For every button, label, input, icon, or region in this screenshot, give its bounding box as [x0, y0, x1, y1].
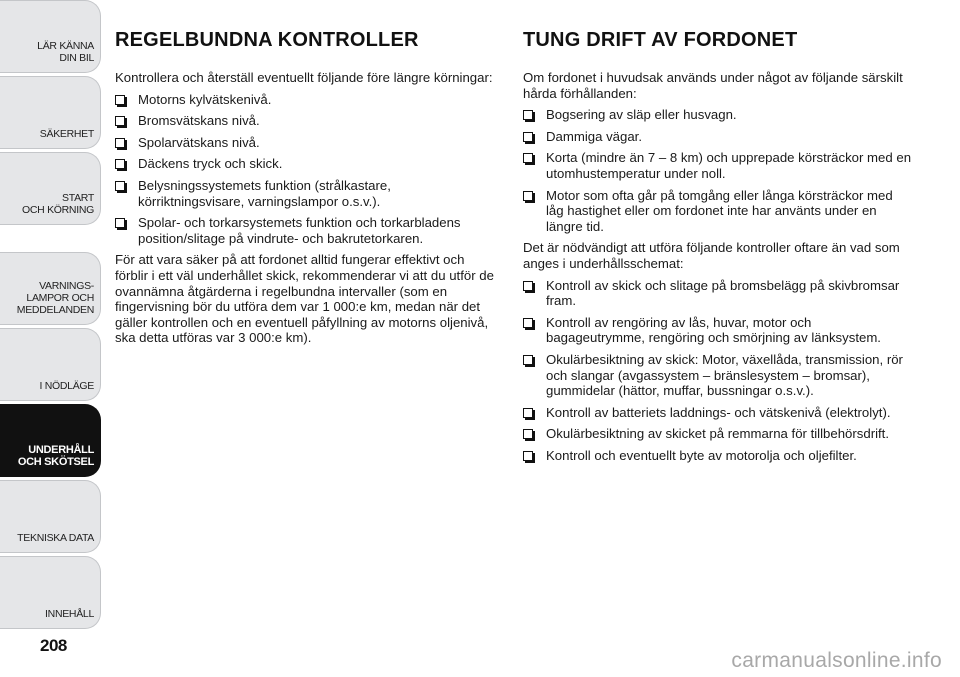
checkbox-icon: [523, 191, 533, 201]
list-item: Däckens tryck och skick.: [115, 156, 498, 172]
list-item: Dammiga vägar.: [523, 129, 913, 145]
checkbox-icon: [523, 110, 533, 120]
watermark: carmanualsonline.info: [731, 649, 942, 672]
list-item: Okulärbesiktning av skicket på remmarna för tillbehörsdrift.: [523, 426, 913, 442]
checkbox-icon: [115, 159, 125, 169]
checkbox-icon: [523, 281, 533, 291]
checkbox-icon: [115, 218, 125, 228]
checkbox-icon: [523, 408, 533, 418]
page-number: 208: [40, 636, 67, 655]
section-title-regelbundna: REGELBUNDNA KONTROLLER: [115, 29, 419, 51]
list-item: Kontroll och eventuellt byte av motorolja och oljefilter.: [523, 448, 913, 464]
checkbox-icon: [115, 116, 125, 126]
list-item: Spolarvätskans nivå.: [115, 135, 498, 151]
chapter-sidebar: [0, 0, 101, 632]
list-item: Kontroll av skick och slitage på bromsbelägg på skivbromsar fram.: [523, 278, 913, 309]
list-item: Okulärbesiktning av skick: Motor, växellåda, transmission, rör och slangar (avgassystem – bränslesystem – bromsar), gummidelar (hättor, muffar, bussningar o.s.v.).: [523, 352, 913, 399]
left-column: [115, 28, 498, 352]
right-intro: Om fordonet i huvudsak används under något av följande särskilt hårda förhållanden:: [523, 70, 903, 101]
checkbox-icon: [523, 451, 533, 461]
tab-innehall[interactable]: INNEHÅLL: [0, 556, 101, 629]
tab-underhall-och-skotsel[interactable]: UNDERHÅLL OCH SKÖTSEL: [0, 404, 101, 477]
list-item: Motorns kylvätskenivå.: [115, 92, 498, 108]
left-intro: Kontrollera och återställ eventuellt följande före längre körningar:: [115, 70, 493, 85]
checkbox-icon: [523, 429, 533, 439]
list-item: Kontroll av rengöring av lås, huvar, motor och bagageutrymme, rengöring och smörjning av länksystem.: [523, 315, 913, 346]
checkbox-icon: [115, 181, 125, 191]
tab-start-och-korning[interactable]: START OCH KÖRNING: [0, 152, 101, 225]
section-title-tung-drift: TUNG DRIFT AV FORDONET: [523, 29, 798, 51]
checkbox-icon: [523, 153, 533, 163]
list-item: Motor som ofta går på tomgång eller långa körsträckor med låg hastighet eller om fordonet inte har använts under en längre tid.: [523, 188, 913, 235]
list-item: Korta (mindre än 7 – 8 km) och upprepade körsträckor med en utomhustemperatur under noll.: [523, 150, 913, 181]
left-checklist: [115, 92, 498, 247]
checkbox-icon: [523, 318, 533, 328]
checkbox-icon: [115, 95, 125, 105]
list-item: Spolar- och torkarsystemets funktion och torkarbladens position/slitage på vindrute- och bakrutetorkaren.: [115, 215, 498, 246]
tab-sakerhet[interactable]: SÄKERHET: [0, 76, 101, 149]
right-column: [523, 28, 913, 469]
right-checks-list: [523, 278, 913, 464]
checkbox-icon: [523, 132, 533, 142]
tab-varningslampor[interactable]: VARNINGS- LAMPOR OCH MEDDELANDEN: [0, 252, 101, 325]
tab-lar-kanna-din-bil[interactable]: LÄR KÄNNA DIN BIL: [0, 0, 101, 73]
list-item: Bogsering av släp eller husvagn.: [523, 107, 913, 123]
checkbox-icon: [115, 138, 125, 148]
list-item: Bromsvätskans nivå.: [115, 113, 498, 129]
list-item: Belysningssystemets funktion (strålkastare, körriktningsvisare, varningslampor o.s.v.).: [115, 178, 498, 209]
tab-tekniska-data[interactable]: TEKNISKA DATA: [0, 480, 101, 553]
checkbox-icon: [523, 355, 533, 365]
list-item: Kontroll av batteriets laddnings- och vätskenivå (elektrolyt).: [523, 405, 913, 421]
right-conditions-list: [523, 107, 913, 234]
left-outro: För att vara säker på att fordonet alltid fungerar effektivt och förblir i ett väl underhållet skick, rekommenderar vi att du utför de ovannämna åtgärderna i regelbundna intervaller (som en fingervisning bör du utföra dem var 1 000:e km, medan när det gäller kontrollen och en eventuell påfyllning av motorns oljenivå, ska detta utföras var 3 000:e km).: [115, 252, 494, 346]
right-middle: Det är nödvändigt att utföra följande kontroller oftare än vad som anges i underhållsschemat:: [523, 240, 900, 271]
tab-i-nodlage[interactable]: I NÖDLÄGE: [0, 328, 101, 401]
